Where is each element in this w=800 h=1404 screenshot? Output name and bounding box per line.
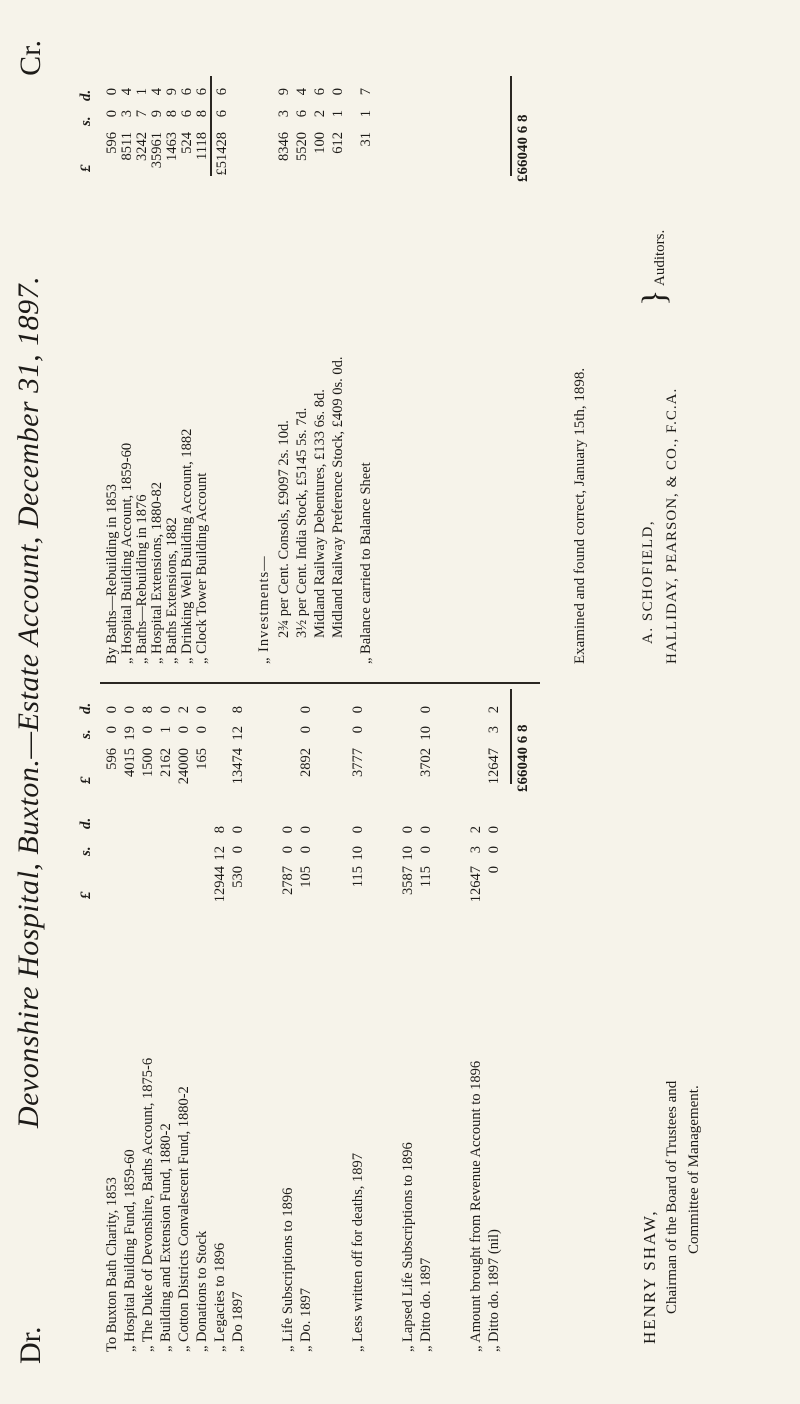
debit-row-col-b-shillings: 1 bbox=[158, 726, 174, 734]
debit-col-header-pounds-2: £ bbox=[78, 776, 94, 784]
credit-row-shillings: 7 bbox=[134, 110, 150, 118]
investment-row-shillings: 1 bbox=[330, 110, 346, 118]
auditor-name-1: A. SCHOFIELD, bbox=[640, 519, 656, 644]
debit-row-col-b-pounds: 3777 bbox=[350, 748, 366, 777]
debit-row-col-b-pounds: 165 bbox=[194, 748, 210, 770]
credit-row-pence: 6 bbox=[194, 88, 210, 96]
debit-row-label: „ Cotton Districts Convalescent Fund, 1880-2 bbox=[176, 1086, 192, 1352]
debit-row-col-a-pence: 0 bbox=[486, 826, 502, 834]
investment-row-shillings: 2 bbox=[312, 110, 328, 118]
balance-pounds: 31 bbox=[358, 132, 374, 147]
credit-row-shillings: 8 bbox=[164, 110, 180, 118]
credit-row bbox=[149, 0, 165, 1404]
debit-row-col-b-pounds: 13474 bbox=[230, 748, 246, 785]
signer-name: HENRY SHAW, bbox=[640, 1209, 659, 1344]
credit-side-label: Cr. bbox=[14, 40, 47, 76]
credit-row-pence: 4 bbox=[119, 88, 135, 96]
credit-row-label: „ Baths Extensions, 1882 bbox=[164, 517, 180, 664]
investment-row-pounds: 5520 bbox=[294, 132, 310, 161]
investment-row-shillings: 3 bbox=[276, 110, 292, 118]
credit-row bbox=[164, 0, 180, 1404]
credit-total: £66040 6 8 bbox=[515, 114, 531, 182]
investment-row-pence: 4 bbox=[294, 88, 310, 96]
investment-row-pence: 0 bbox=[330, 88, 346, 96]
credit-row-pence: 1 bbox=[134, 88, 150, 96]
examined-note: Examined and found correct, January 15th, 1898. bbox=[572, 367, 588, 664]
debit-row-col-b-shillings: 12 bbox=[230, 726, 246, 741]
debit-row-col-b-pence: 2 bbox=[486, 706, 502, 714]
debit-row-col-a-pounds: 0 bbox=[486, 866, 502, 874]
debit-row-label: To Buxton Bath Charity, 1853 bbox=[104, 1177, 120, 1352]
debit-row-col-b-shillings: 0 bbox=[350, 726, 366, 734]
debit-row-col-b-pounds: 1500 bbox=[140, 748, 156, 777]
debit-col-header-pence-2: d. bbox=[78, 702, 94, 714]
investment-row-shillings: 6 bbox=[294, 110, 310, 118]
debit-row-col-b-pence: 2 bbox=[176, 706, 192, 714]
debit-side-label: Dr. bbox=[14, 1326, 47, 1364]
debit-row-col-b-pence: 0 bbox=[158, 706, 174, 714]
debit-row-col-a-shillings: 0 bbox=[418, 846, 434, 854]
debit-total-rule bbox=[510, 689, 512, 784]
debit-row-col-a-pence: 2 bbox=[468, 826, 484, 834]
debit-row-col-a-shillings: 3 bbox=[468, 846, 484, 854]
debit-row bbox=[230, 684, 246, 1404]
investment-row-label: 3½ per Cent. India Stock, £5145 5s. 7d. bbox=[294, 407, 310, 638]
credit-row-pounds: 8511 bbox=[119, 132, 135, 161]
debit-row-col-a-shillings: 10 bbox=[400, 846, 416, 861]
credit-row-label: By Baths—Rebuilding in 1853 bbox=[104, 483, 120, 664]
debit-row-col-a-pounds: 12647 bbox=[468, 866, 484, 903]
debit-row-col-a-pence: 8 bbox=[212, 826, 228, 834]
debit-row-col-a-shillings: 12 bbox=[212, 846, 228, 861]
credit-row bbox=[104, 0, 120, 1404]
credit-subtotal-row bbox=[214, 0, 230, 1404]
debit-row-col-b-pounds: 2892 bbox=[298, 748, 314, 777]
debit-row-col-a-pence: 0 bbox=[350, 826, 366, 834]
credit-row-shillings: 8 bbox=[194, 110, 210, 118]
debit-row-col-b-pence: 0 bbox=[350, 706, 366, 714]
debit-row-col-b-pence: 0 bbox=[104, 706, 120, 714]
investments-label: „ Investments— bbox=[256, 555, 272, 664]
debit-row-col-b-pounds: 2162 bbox=[158, 748, 174, 777]
investment-row-label: Midland Railway Debentures, £133 6s. 8d. bbox=[312, 389, 328, 638]
debit-row-label: „ Donations to Stock bbox=[194, 1230, 210, 1352]
debit-row-col-b-shillings: 0 bbox=[298, 726, 314, 734]
credit-row bbox=[194, 0, 210, 1404]
debit-row-col-a-shillings: 0 bbox=[298, 846, 314, 854]
debit-total: £66040 6 8 bbox=[515, 724, 531, 792]
debit-row-col-b-pence: 8 bbox=[140, 706, 156, 714]
credit-row-pence: 0 bbox=[104, 88, 120, 96]
debit-col-header-pounds: £ bbox=[78, 891, 94, 899]
debit-row-col-a-shillings: 0 bbox=[486, 846, 502, 854]
investment-row bbox=[294, 0, 310, 1404]
balance-label: „ Balance carried to Balance Sheet bbox=[358, 462, 374, 664]
credit-row bbox=[179, 0, 195, 1404]
investment-row-pence: 9 bbox=[276, 88, 292, 96]
debit-row-label: „ The Duke of Devonshire, Baths Account, 1875-6 bbox=[140, 1057, 156, 1352]
investment-row-label: 2¾ per Cent. Consols, £9097 2s. 10d. bbox=[276, 420, 292, 638]
debit-row-col-b-pounds: 24000 bbox=[176, 748, 192, 785]
credit-row-pounds: 35961 bbox=[149, 132, 165, 169]
debit-row-col-b-pence: 0 bbox=[298, 706, 314, 714]
balance-shillings: 1 bbox=[358, 110, 374, 118]
credit-row-pence: 6 bbox=[179, 88, 195, 96]
investment-row-pounds: 8346 bbox=[276, 132, 292, 161]
debit-row-label: „ Legacies to 1896 bbox=[212, 1242, 228, 1352]
debit-row-col-a-pounds: 3587 bbox=[400, 866, 416, 895]
debit-row-col-a-pence: 0 bbox=[298, 826, 314, 834]
debit-row-col-b-pounds: 3702 bbox=[418, 748, 434, 777]
debit-row-col-b-shillings: 10 bbox=[418, 726, 434, 741]
debit-row-col-b-pence: 0 bbox=[194, 706, 210, 714]
credit-subtotal-pence: 6 bbox=[214, 88, 230, 96]
debit-row-label: „ Hospital Building Fund, 1859-60 bbox=[122, 1149, 138, 1352]
signer-role-line1: Chairman of the Board of Trustees and bbox=[664, 1080, 680, 1314]
debit-row-col-b-pence: 8 bbox=[230, 706, 246, 714]
credit-total-rule bbox=[510, 76, 512, 176]
credit-subtotal-pounds: £51428 bbox=[214, 132, 230, 176]
credit-subtotal-shillings: 6 bbox=[214, 110, 230, 118]
debit-row-col-a-pounds: 530 bbox=[230, 866, 246, 888]
credit-row-pounds: 524 bbox=[179, 132, 195, 154]
auditors-brace: } bbox=[636, 289, 673, 306]
credit-subtotal-rule bbox=[210, 76, 212, 176]
debit-row bbox=[486, 684, 502, 1404]
investment-row-pence: 6 bbox=[312, 88, 328, 96]
credit-row-pounds: 596 bbox=[104, 132, 120, 154]
debit-row-col-b-pence: 0 bbox=[122, 706, 138, 714]
investment-row bbox=[330, 0, 346, 1404]
debit-row-col-a-pence: 0 bbox=[280, 826, 296, 834]
debit-row-label: „ Less written off for deaths, 1897 bbox=[350, 1152, 366, 1352]
debit-row-col-a-pence: 0 bbox=[418, 826, 434, 834]
debit-row-col-b-pence: 0 bbox=[418, 706, 434, 714]
auditors-label: Auditors. bbox=[652, 229, 668, 286]
credit-col-header-pounds: £ bbox=[78, 164, 94, 172]
investment-row-pounds: 612 bbox=[330, 132, 346, 154]
debit-row-col-b-pounds: 4015 bbox=[122, 748, 138, 777]
auditor-name-2: HALLIDAY, PEARSON, & CO., F.C.A. bbox=[664, 387, 680, 664]
credit-row-shillings: 0 bbox=[104, 110, 120, 118]
credit-row-label: „ Drinking Well Building Account, 1882 bbox=[179, 428, 195, 664]
debit-row-col-a-pounds: 12944 bbox=[212, 866, 228, 903]
credit-row-label: „ Hospital Extensions, 1880-82 bbox=[149, 481, 165, 664]
debit-row-col-b-shillings: 0 bbox=[140, 726, 156, 734]
debit-row-label: „ Life Subscriptions to 1896 bbox=[280, 1187, 296, 1352]
credit-row-pence: 9 bbox=[164, 88, 180, 96]
credit-row-shillings: 9 bbox=[149, 110, 165, 118]
credit-row-shillings: 3 bbox=[119, 110, 135, 118]
debit-col-header-shillings-2: s. bbox=[78, 729, 94, 739]
debit-row-col-b-pounds: 596 bbox=[104, 748, 120, 770]
credit-row-pence: 4 bbox=[149, 88, 165, 96]
debit-row-col-a-pounds: 115 bbox=[418, 866, 434, 888]
investment-row-label: Midland Railway Preference Stock, £409 0s. 0d. bbox=[330, 356, 346, 638]
debit-row-label: „ Ditto do. 1897 (nil) bbox=[486, 1229, 502, 1352]
investment-row bbox=[276, 0, 292, 1404]
debit-row-col-a-pounds: 2787 bbox=[280, 866, 296, 895]
debit-row-col-a-pounds: 105 bbox=[298, 866, 314, 888]
debit-row bbox=[400, 684, 416, 1404]
debit-row-col-b-shillings: 0 bbox=[104, 726, 120, 734]
credit-row-pounds: 1118 bbox=[194, 132, 210, 160]
debit-col-header-pence: d. bbox=[78, 817, 94, 829]
debit-row bbox=[468, 684, 484, 1404]
credit-row bbox=[134, 0, 150, 1404]
debit-col-header-shillings: s. bbox=[78, 846, 94, 856]
credit-row-label: „ Baths—Rebuilding in 1876 bbox=[134, 494, 150, 664]
credit-row-pounds: 1463 bbox=[164, 132, 180, 161]
debit-row-col-a-shillings: 0 bbox=[280, 846, 296, 854]
debit-row-col-a-shillings: 0 bbox=[230, 846, 246, 854]
debit-row-label: „ Building and Extension Fund, 1880-2 bbox=[158, 1123, 174, 1352]
credit-row-shillings: 6 bbox=[179, 110, 195, 118]
signer-role-line2: Committee of Management. bbox=[686, 1085, 702, 1254]
debit-row-col-b-shillings: 0 bbox=[194, 726, 210, 734]
debit-row-col-a-pence: 0 bbox=[230, 826, 246, 834]
debit-row-col-b-shillings: 19 bbox=[122, 726, 138, 741]
credit-col-header-shillings: s. bbox=[78, 116, 94, 126]
investment-row-pounds: 100 bbox=[312, 132, 328, 154]
investments-heading bbox=[256, 0, 272, 1404]
debit-row-col-a-shillings: 10 bbox=[350, 846, 366, 861]
debit-row bbox=[418, 684, 434, 1404]
debit-row-label: „ Ditto do. 1897 bbox=[418, 1257, 434, 1352]
debit-row-label: „ Do 1897 bbox=[230, 1291, 246, 1352]
credit-col-header-pence: d. bbox=[78, 89, 94, 101]
debit-row-col-a-pounds: 115 bbox=[350, 866, 366, 888]
credit-row-pounds: 3242 bbox=[134, 132, 150, 161]
investment-row bbox=[312, 0, 328, 1404]
balance-row bbox=[358, 0, 374, 1404]
credit-row-label: „ Hospital Building Account, 1859-60 bbox=[119, 442, 135, 664]
credit-row-label: „ Clock Tower Building Account bbox=[194, 472, 210, 664]
credit-row bbox=[119, 0, 135, 1404]
debit-row-col-b-shillings: 0 bbox=[176, 726, 192, 734]
debit-row-col-b-shillings: 3 bbox=[486, 726, 502, 734]
debit-row-col-b-pounds: 12647 bbox=[486, 748, 502, 785]
debit-row-label: „ Do. 1897 bbox=[298, 1287, 314, 1352]
debit-row-label: „ Lapsed Life Subscriptions to 1896 bbox=[400, 1142, 416, 1352]
debit-row-col-a-pence: 0 bbox=[400, 826, 416, 834]
debit-row-label: „ Amount brought from Revenue Account to 1896 bbox=[468, 1060, 484, 1352]
page-title: Devonshire Hospital, Buxton.—Estate Account, December 31, 1897. bbox=[12, 275, 45, 1129]
balance-pence: 7 bbox=[358, 88, 374, 96]
